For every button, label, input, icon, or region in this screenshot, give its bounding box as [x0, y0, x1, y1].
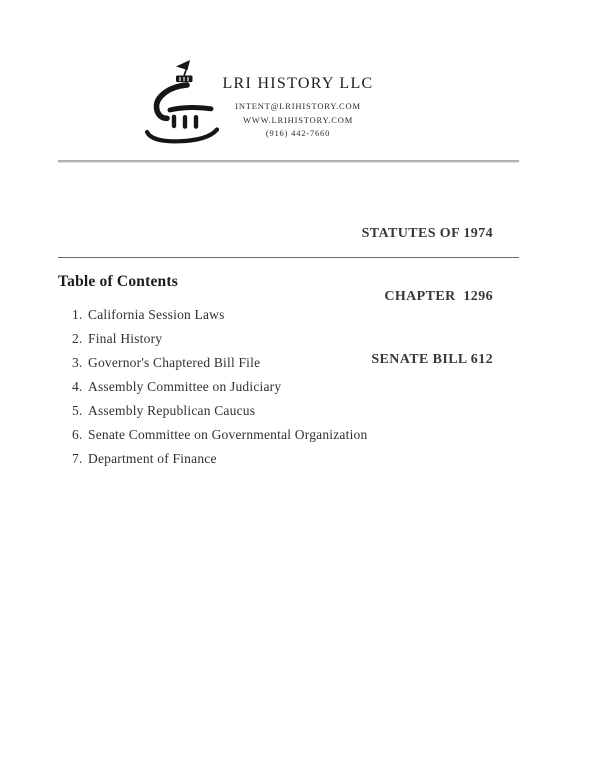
toc-item-number: 1. [72, 307, 83, 322]
contact-phone: (916) 442-7660 [265, 128, 331, 138]
contact-website: WWW.LRIHISTORY.COM [242, 114, 354, 125]
divider-top [58, 160, 519, 163]
toc-item [72, 351, 512, 375]
toc-title: Table of Contents [58, 273, 178, 290]
toc-item-label: Assembly Committee on Judiciary [88, 379, 282, 394]
toc-item-number: 6. [72, 427, 83, 442]
toc-item-number: 4. [72, 379, 83, 394]
toc-item [72, 399, 512, 423]
letterhead [186, 74, 410, 141]
toc-item-number: 7. [72, 451, 83, 466]
toc-item-number: 2. [72, 331, 83, 346]
toc-item-label: California Session Laws [88, 307, 225, 322]
company-name: LRI HISTORY LLC [222, 75, 374, 92]
statutes-line: STATUTES OF 1974 [361, 226, 493, 241]
toc-item-label: Final History [88, 331, 163, 346]
toc-item-number: 5. [72, 403, 83, 418]
divider-bottom [58, 257, 519, 258]
toc-item [72, 375, 512, 399]
toc-item [72, 303, 512, 327]
toc-list [72, 303, 512, 471]
chapter-line: CHAPTER 1296 [384, 289, 493, 304]
toc-item-number: 3. [72, 355, 83, 370]
toc-item [72, 327, 512, 351]
toc-item-label: Department of Finance [88, 451, 217, 466]
contact-email: INTENT@LRIHISTORY.COM [235, 101, 361, 111]
toc-item [72, 423, 512, 447]
senate-bill-line: SENATE BILL 612 [371, 352, 493, 367]
toc-item-label: Assembly Republican Caucus [88, 403, 256, 418]
toc-item [72, 447, 512, 471]
toc-item-label: Governor's Chaptered Bill File [88, 355, 261, 370]
toc-item-label: Senate Committee on Governmental Organization [88, 427, 368, 442]
